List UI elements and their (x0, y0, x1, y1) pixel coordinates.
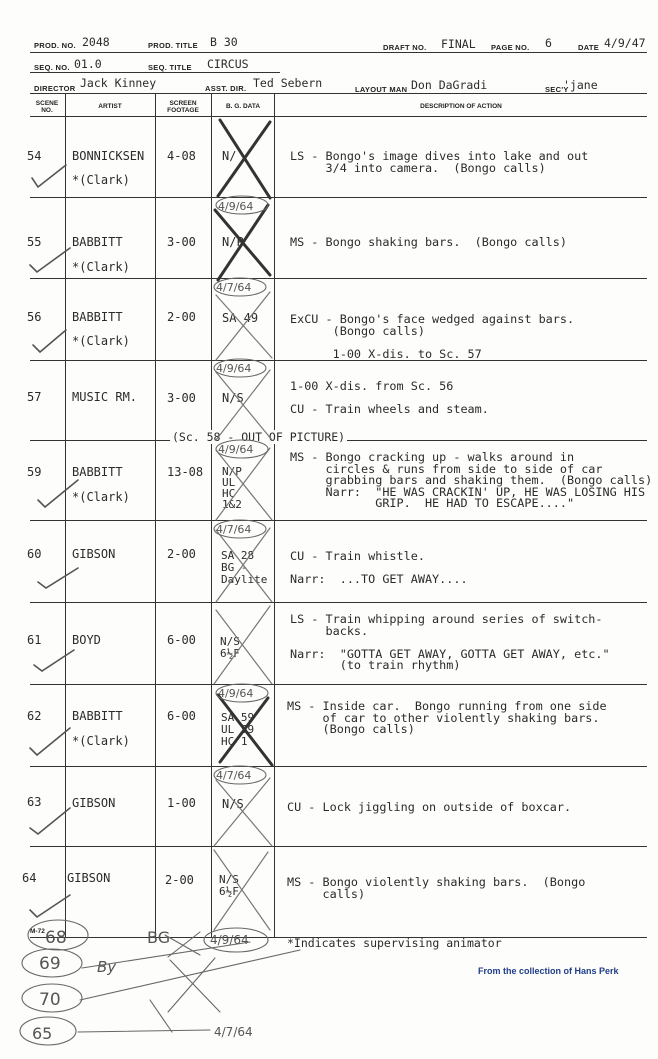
row-rule (30, 846, 647, 847)
supervising-animator: *(Clark) (72, 173, 130, 187)
row-rule (30, 520, 647, 521)
row-rule (30, 766, 647, 767)
col-head-scene: SCENE NO. (35, 100, 59, 114)
scene-number: 54 (27, 149, 42, 163)
action-description: MS - Inside car. Bongo running from one side of car to other violently shaking bars. (Bongo calls) (287, 699, 607, 736)
header-rule-2 (30, 72, 280, 73)
action-description: CU - Lock jiggling on outside of boxcar. (287, 800, 572, 814)
row-rule (30, 278, 647, 279)
bg-data: N/S (222, 391, 244, 405)
col-rule-4 (274, 93, 275, 938)
action-description: LS - Train whipping around series of switch- backs. Narr: "GOTTA GET AWAY, GOTTA GET AWAY, etc." (to train rhythm) (290, 612, 610, 672)
screen-footage: 2-00 (167, 547, 196, 561)
layout-man-label: LAYOUT MAN (355, 85, 408, 94)
bg-date-pencil: 4/7/64 (216, 523, 252, 536)
bg-date-pencil: 4/9/64 (218, 443, 254, 456)
bg-data: N/S 6½F (220, 635, 240, 660)
col-rule-1 (65, 93, 66, 938)
row-rule (30, 602, 647, 603)
form-number: M-72 (30, 928, 45, 935)
scene-number: 55 (27, 235, 42, 249)
bg-data: SA 59 UL 59 HC 1 (221, 711, 255, 748)
scene-number: 56 (27, 310, 42, 324)
draft-no-value: FINAL (441, 37, 476, 51)
col-rule-2 (155, 93, 156, 938)
artist-name: GIBSON (67, 871, 111, 885)
page-no-label: PAGE NO. (491, 43, 530, 52)
secy-label: SEC'Y (545, 85, 569, 94)
bg-data: N/S 6½F (219, 873, 239, 898)
screen-footage: 6-00 (167, 633, 196, 647)
artist-name: BONNICKSEN (72, 149, 145, 163)
page-no-value: 6 (545, 36, 552, 50)
prod-title-value: B 30 (210, 35, 238, 49)
artist-name: GIBSON (72, 547, 116, 561)
out-of-picture-note: (Sc. 58 - OUT OF PICTURE) (172, 430, 346, 444)
supervising-animator-note: *Indicates supervising animator (287, 936, 502, 950)
scene-number: 57 (27, 390, 42, 404)
bg-data: SA 28 BG - Daylite (221, 549, 268, 586)
bg-data: N/ (222, 149, 237, 163)
screen-footage: 2-00 (165, 873, 194, 887)
bg-data: N/P (222, 235, 244, 249)
screen-footage: 2-00 (167, 310, 196, 324)
draft-no-label: DRAFT NO. (383, 43, 427, 52)
pencil-scene-number: 69 (39, 954, 61, 974)
pencil-scene-number: 65 (32, 1024, 53, 1043)
asst-dir-label: ASST. DIR. (205, 84, 247, 93)
prod-title-label: PROD. TITLE (148, 41, 198, 50)
seq-no-label: SEQ. NO. (34, 63, 70, 72)
pencil-initials: By (97, 958, 117, 976)
screen-footage: 1-00 (167, 796, 196, 810)
supervising-animator: *(Clark) (72, 734, 130, 748)
col-head-bg: B. G. DATA (225, 103, 261, 110)
bg-data: N/P UL HC 1&2 (222, 465, 242, 511)
action-description: CU - Train whistle. Narr: ...TO GET AWAY.... (290, 549, 468, 586)
scene-number: 59 (27, 465, 42, 479)
action-description: LS - Bongo's image dives into lake and out 3/4 into camera. (Bongo calls) (290, 149, 589, 175)
screen-footage: 13-08 (167, 465, 204, 479)
prod-no-label: PROD. NO. (34, 41, 76, 50)
action-description: ExCU - Bongo's face wedged against bars. (Bongo calls) 1-00 X-dis. to Sc. 57 (290, 312, 575, 361)
scene-number: 63 (27, 795, 42, 809)
artist-name: BABBITT (72, 465, 123, 479)
scene-number: 64 (22, 871, 37, 885)
supervising-animator: *(Clark) (72, 334, 130, 348)
pencil-bg-mark: BG (147, 928, 171, 947)
screen-footage: 6-00 (167, 709, 196, 723)
col-head-description: DESCRIPTION OF ACTION (420, 103, 502, 110)
bg-data: SA 49 (222, 311, 259, 325)
col-rule-3 (211, 93, 212, 938)
supervising-animator: *(Clark) (72, 260, 130, 274)
col-head-artist: ARTIST (98, 103, 122, 110)
screen-footage: 3-00 (167, 235, 196, 249)
supervising-animator: *(Clark) (72, 490, 130, 504)
screen-footage: 3-00 (167, 391, 196, 405)
artist-name: BABBITT (72, 709, 123, 723)
scene-number: 61 (27, 633, 42, 647)
scene-number: 60 (27, 547, 42, 561)
bg-date-pencil: 4/7/64 (216, 769, 252, 782)
bg-date-pencil: 4/7/64 (216, 281, 252, 294)
pencil-date: 4/7/64 (214, 1025, 253, 1039)
header-rule-3 (30, 93, 647, 94)
pencil-scene-number: 70 (39, 990, 61, 1010)
bg-date-pencil: 4/9/64 (218, 200, 254, 213)
seq-no-value: 01.0 (74, 57, 102, 71)
date-label: DATE (578, 43, 600, 52)
col-head-footage: SCREEN FOOTAGE (167, 100, 199, 114)
asst-dir-value: Ted Sebern (253, 76, 323, 90)
row-rule (30, 684, 647, 685)
pencil-scene-number: 68 (45, 928, 67, 948)
action-description: MS - Bongo cracking up - walks around in circles & runs from side to side of car grabbing bars and shaking them. (Bongo calls) Narr: "HE WAS CRACKIN' UP, HE WAS LOSING HIS GRIP. HE HAD TO ESCAPE...." (290, 450, 653, 510)
bg-date-pencil: 4/9/64 (218, 687, 254, 700)
artist-name: BABBITT (72, 310, 123, 324)
column-head-rule (30, 116, 647, 117)
bg-light-cross-mark (214, 292, 272, 930)
director-value: Jack Kinney (80, 76, 157, 90)
prod-no-value: 2048 (82, 35, 110, 49)
date-value: 4/9/47 (604, 36, 646, 50)
row-rule (30, 197, 647, 198)
director-label: DIRECTOR (34, 84, 76, 93)
scene-number: 62 (27, 709, 42, 723)
artist-name: MUSIC RM. (72, 390, 138, 404)
artist-name: BABBITT (72, 235, 123, 249)
bg-data: N/S (222, 797, 244, 811)
layout-man-value: Don DaGradi (411, 78, 488, 92)
secy-value: 'jane (563, 78, 598, 92)
pencil-date: 4/9/64 (210, 933, 249, 947)
screen-footage: 4-08 (167, 149, 196, 163)
bg-date-pencil: 4/9/64 (216, 362, 252, 375)
seq-title-label: SEQ. TITLE (148, 63, 192, 72)
action-description: 1-00 X-dis. from Sc. 56 CU - Train wheels and steam. (290, 379, 489, 416)
header-rule-1 (30, 52, 647, 53)
seq-title-value: CIRCUS (207, 57, 249, 71)
artist-name: GIBSON (72, 796, 116, 810)
artist-name: BOYD (72, 633, 101, 647)
action-description: MS - Bongo shaking bars. (Bongo calls) (290, 235, 567, 249)
action-description: MS - Bongo violently shaking bars. (Bongo calls) (287, 875, 586, 901)
collection-credit: From the collection of Hans Perk (478, 966, 619, 976)
